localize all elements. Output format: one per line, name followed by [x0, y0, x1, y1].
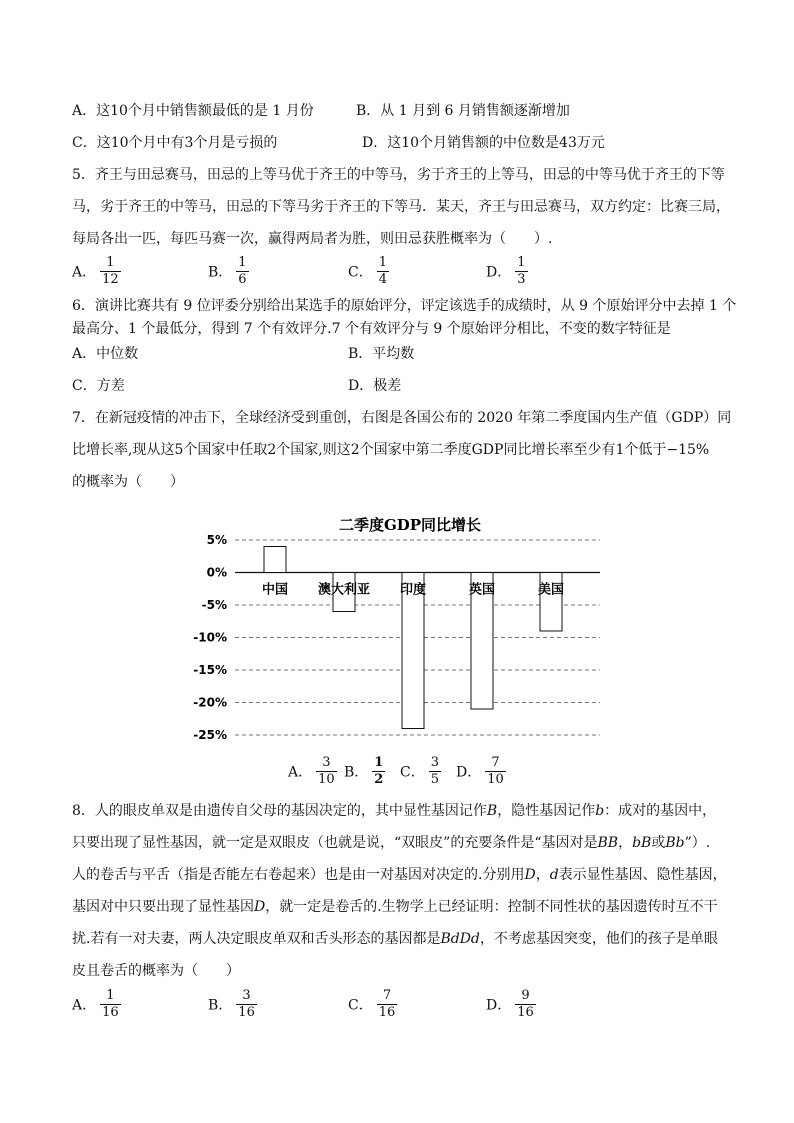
choice-label: D． — [486, 264, 512, 281]
math-var: bB — [632, 835, 652, 851]
choice-label: A． — [288, 764, 313, 781]
q8-choice-c — [348, 988, 397, 1021]
fraction — [377, 255, 389, 288]
q8-line-3 — [72, 865, 727, 885]
math-var: Bb — [665, 835, 685, 851]
q4-option-a: A．这10个月中销售额最低的是 1 月份 — [72, 103, 314, 119]
y-tick-label: 0% — [206, 565, 227, 580]
fraction — [372, 755, 385, 788]
q6-line-1: 6．演讲比赛共有 9 位评委分别给出某选手的原始评分，评定该选手的成绩时，从 9 个原始评分中去掉 1 个 — [72, 298, 737, 314]
math-var: D — [254, 899, 266, 915]
text: 8．人的眼皮单双是由遗传自父母的基因决定的，其中显性基因记作 — [72, 803, 487, 819]
q6-option-c: C．方差 — [72, 378, 125, 394]
category-label: 印度 — [399, 582, 427, 598]
fraction — [100, 255, 121, 288]
choice-label: A． — [72, 264, 97, 281]
y-tick-label: -5% — [201, 598, 227, 612]
choice-label: D． — [486, 997, 512, 1014]
text: 基因对中只要出现了显性基因 — [72, 899, 254, 915]
denominator: 16 — [238, 1005, 255, 1020]
q8-line-4 — [72, 897, 718, 917]
fraction — [485, 755, 506, 788]
numerator: 3 — [430, 755, 439, 770]
numerator: 1 — [100, 255, 121, 272]
text: ：成对的基因中， — [604, 803, 717, 819]
text: ， — [535, 867, 550, 883]
denominator: 2 — [374, 772, 384, 787]
y-tick-label: -25% — [193, 728, 227, 742]
q7-line-3: 的概率为（ ） — [72, 474, 184, 490]
text: 表示显性基因、隐性基因， — [558, 867, 727, 883]
q6-line-2: 最高分、1 个最低分，得到 7 个有效评分.7 个有效评分与 9 个原始评分相比，不变的数字特征是 — [72, 321, 671, 337]
q6-option-b: B．平均数 — [348, 346, 415, 362]
fraction — [515, 988, 536, 1021]
fraction — [236, 988, 257, 1021]
text: 人的卷舌与平舌（指是否能左右卷起来）也是由一对基因对决定的.分别用 — [72, 867, 525, 883]
y-tick-label: -20% — [193, 695, 227, 710]
q5-choice-d — [486, 255, 528, 288]
q7-line-2: 比增长率,现从这5个国家中任取2个国家,则这2个国家中第二季度GDP同比增长率至少有1个低于−15% — [72, 442, 710, 458]
text: 只要出现了显性基因，就一定是双眼皮（也就是说，“双眼皮”的充要条件是“基因对是 — [72, 835, 598, 851]
bar — [537, 573, 565, 632]
bar — [264, 547, 286, 573]
q5-line-1: 5．齐王与田忌赛马，田忌的上等马优于齐王的中等马，劣于齐王的上等马，田忌的中等马优于齐王的下等 — [72, 167, 725, 183]
y-tick-label: 5% — [206, 533, 227, 547]
choice-label: C． — [348, 997, 373, 1014]
q8-choice-d — [486, 988, 536, 1021]
math-var: D — [524, 867, 536, 883]
numerator: 1 — [378, 255, 387, 270]
category-label: 中国 — [261, 582, 289, 598]
numerator: 1 — [517, 255, 526, 270]
fraction — [100, 988, 121, 1021]
denominator: 10 — [487, 772, 504, 787]
q8-line-1 — [72, 801, 716, 821]
math-var: BdDd — [440, 931, 480, 947]
y-tick-label: -15% — [193, 663, 227, 677]
denominator: 10 — [318, 772, 335, 787]
choice-label: B． — [208, 997, 233, 1014]
text: ， — [618, 835, 633, 851]
q8-line-6: 皮且卷舌的概率为（ ） — [72, 963, 240, 979]
q4-option-b: B．从 1 月到 6 月销售额逐渐增加 — [356, 103, 570, 119]
denominator: 16 — [517, 1005, 534, 1020]
numerator: 1 — [100, 988, 121, 1005]
denominator: 5 — [430, 772, 439, 787]
category-label: 美国 — [537, 582, 565, 598]
denominator: 4 — [378, 272, 387, 287]
math-var: b — [595, 803, 605, 819]
q5-line-2: 马，劣于齐王的中等马，田忌的下等马劣于齐王的下等马．某天，齐王与田忌赛马，双方约定：比赛三局， — [72, 199, 730, 215]
denominator: 16 — [378, 1005, 396, 1020]
category-labels — [262, 582, 564, 598]
q5-line-3: 每局各出一匹，每匹马赛一次，赢得两局者为胜，则田忌获胜概率为（ ）. — [72, 231, 553, 247]
math-var: B — [486, 803, 498, 819]
choice-label: C． — [400, 764, 425, 781]
category-label: 澳大利亚 — [317, 582, 371, 598]
q8-line-5 — [72, 929, 718, 949]
fraction — [236, 255, 248, 288]
q7-choice-d — [456, 755, 506, 788]
text: 扰.若有一对夫妻，两人决定眼皮单双和舌头形态的基因都是 — [72, 931, 441, 947]
q4-option-c: C．这10个月中有3个月是亏损的 — [72, 135, 278, 151]
q8-line-2 — [72, 833, 710, 853]
q7-choice-a — [288, 755, 337, 788]
numerator: 3 — [236, 988, 257, 1005]
q6-option-a: A．中位数 — [72, 346, 139, 362]
numerator: 1 — [238, 255, 247, 270]
q7-choice-c — [400, 755, 441, 788]
choice-label: B． — [208, 264, 233, 281]
chart-title: 二季度GDP同比增长 — [338, 516, 482, 534]
text: ，隐性基因记作 — [497, 803, 596, 819]
y-tick-label: -10% — [193, 630, 227, 645]
denominator: 16 — [102, 1005, 119, 1020]
q7-line-1: 7．在新冠疫情的冲击下，全球经济受到重创，右图是各国公布的 2020 年第二季度国内生产值（GDP）同 — [72, 410, 732, 426]
denominator: 3 — [517, 272, 526, 287]
choice-label: D． — [456, 764, 482, 781]
numerator: 7 — [485, 755, 506, 772]
q7-choice-b — [344, 755, 385, 788]
q8-choice-a — [72, 988, 121, 1021]
fraction — [515, 255, 527, 288]
q5-choice-b — [208, 255, 249, 288]
numerator: 3 — [316, 755, 337, 772]
choice-label: C． — [348, 264, 373, 281]
text: 或 — [651, 835, 666, 851]
q8-choice-b — [208, 988, 257, 1021]
fraction — [316, 755, 337, 788]
math-var: d — [549, 867, 559, 883]
numerator: 1 — [374, 755, 384, 770]
y-tick-labels — [193, 533, 227, 742]
math-var: BB — [597, 835, 619, 851]
fraction — [377, 988, 398, 1021]
denominator: 12 — [102, 272, 119, 287]
q5-choice-a — [72, 255, 121, 288]
gdp-bar-chart — [190, 508, 610, 753]
q6-option-d: D．极差 — [348, 378, 402, 394]
text: ，不考虑基因突变，他们的孩子是单眼 — [479, 931, 718, 947]
denominator: 6 — [238, 272, 247, 287]
choice-label: A． — [72, 997, 97, 1014]
choice-label: B． — [344, 764, 369, 781]
numerator: 9 — [515, 988, 536, 1005]
numerator: 7 — [377, 988, 398, 1005]
text: ”）. — [684, 835, 711, 851]
q5-choice-c — [348, 255, 389, 288]
category-label: 英国 — [468, 582, 496, 598]
q4-option-d: D．这10个月销售额的中位数是43万元 — [362, 135, 605, 151]
fraction — [429, 755, 441, 788]
text: ，就一定是卷舌的.生物学上已经证明：控制不同性状的基因遗传时互不干 — [265, 899, 718, 915]
